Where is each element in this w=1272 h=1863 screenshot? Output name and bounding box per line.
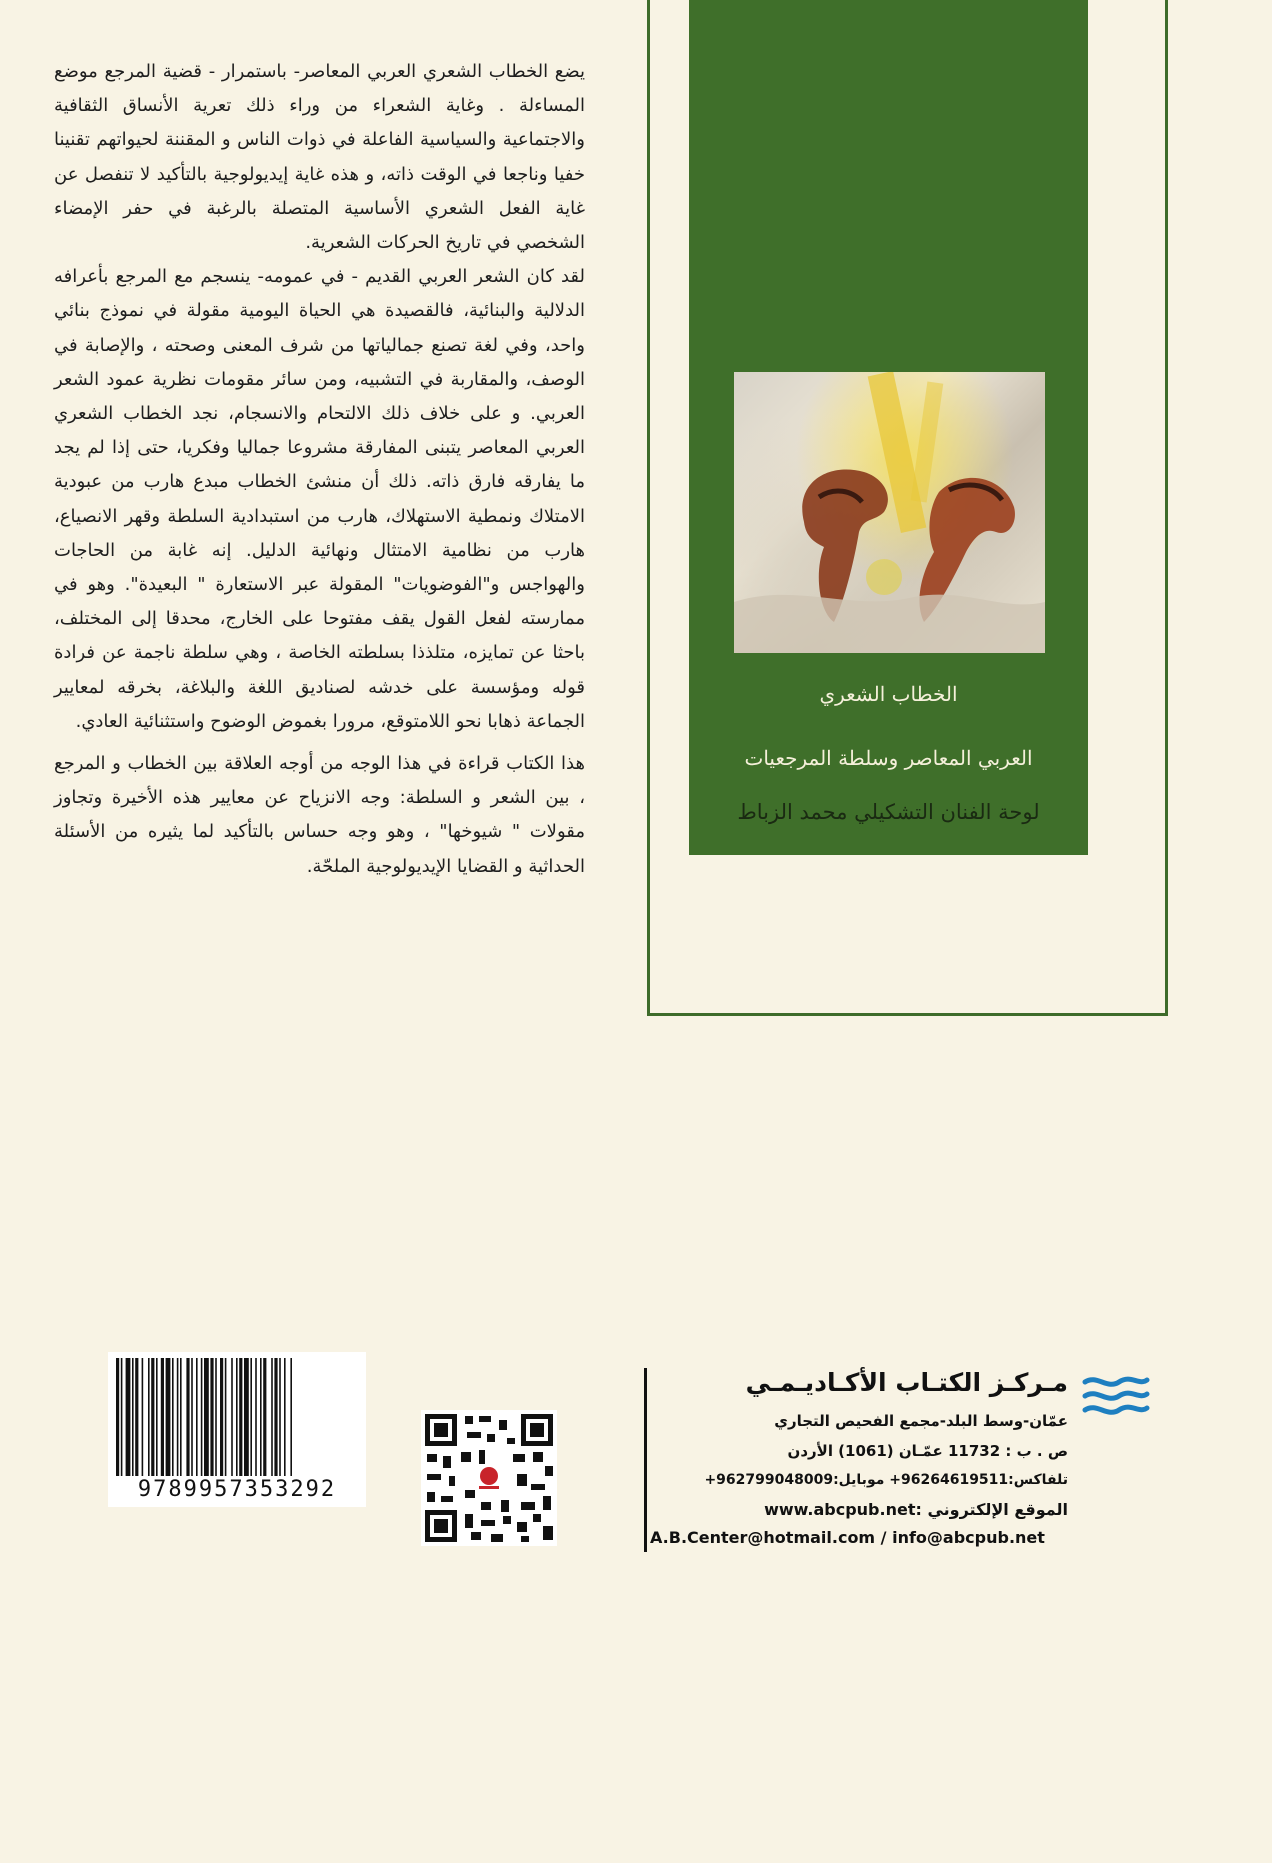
barcode-bar — [290, 1358, 292, 1476]
publisher-name: مـركـز الكتـاب الأكـاديـمـي — [745, 1368, 1068, 1397]
barcode-bar — [263, 1358, 266, 1476]
barcode-bar — [201, 1358, 203, 1476]
barcode-bar — [191, 1358, 193, 1476]
barcode-bar — [166, 1358, 171, 1476]
qr-code — [421, 1410, 557, 1546]
barcode-bar — [274, 1358, 277, 1476]
publisher-address: عمّان-وسط البلد-مجمع الفحيص التجاري — [774, 1412, 1068, 1430]
panel-artist-credit: لوحة الفنان التشكيلي محمد الزباط — [737, 800, 1040, 824]
publisher-logo-icon — [1081, 1372, 1151, 1420]
paragraph-3: هذا الكتاب قراءة في هذا الوجه من أوجه العلاقة بين الخطاب و المرجع ، بين الشعر و السلطة: وجه الانزياح عن معايير هذه الأخيرة وتجاوز مقولات " شيوخها" ، وهو وجه حساس بالتأكيد لما يثيره من الأسئلة الحداثية و القضايا الإيديولوجية الملحّة. — [54, 753, 585, 877]
barcode-bar — [142, 1358, 144, 1476]
barcode-bar — [135, 1358, 138, 1476]
barcode-bar — [126, 1358, 131, 1476]
isbn-barcode — [108, 1352, 366, 1507]
barcode-bar — [260, 1358, 262, 1476]
isbn-number: 9789957353292 — [137, 1477, 337, 1502]
barcode-bar — [156, 1358, 158, 1476]
barcode-bar — [196, 1358, 198, 1476]
barcode-bar — [239, 1358, 242, 1476]
barcode-bar — [255, 1358, 257, 1476]
paragraph-1: يضع الخطاب الشعري العربي المعاصر- باستمرار - قضية المرجع موضع المساءلة . وغاية الشعراء من وراء ذلك تعرية الأنساق الثقافية والاجتماعية والسياسية الفاعلة في ذوات الناس و المقننة لحيواتهم تقنينا خفيا وناجعا في الوقت ذاته، و هذه غاية إيديولوجية بالتأكيد لا تنفصل عن غاية الفعل الشعري الأساسية المتصلة بالرغبة في حفر الإمضاء الشخصي في تاريخ الحركات الشعرية. — [54, 61, 585, 254]
barcode-bar — [236, 1358, 238, 1476]
barcode-bar — [180, 1358, 182, 1476]
barcode-bar — [148, 1358, 150, 1476]
publisher-phones: تلفاكس:96264619511+ موبايل:962799048009+ — [704, 1472, 1068, 1488]
barcode-bar — [244, 1358, 249, 1476]
barcode-bar — [271, 1358, 273, 1476]
publisher-pobox: ص . ب : 11732 عمّـان (1061) الأردن — [787, 1442, 1068, 1460]
panel-title-line2: العربي المعاصر وسلطة المرجعيات — [744, 746, 1033, 770]
back-cover-text — [54, 55, 585, 884]
barcode-bar — [225, 1358, 227, 1476]
barcode-bar — [204, 1358, 209, 1476]
publisher-emails: A.B.Center@hotmail.com / info@abcpub.net — [650, 1528, 1045, 1547]
barcode-bar — [186, 1358, 189, 1476]
barcode-bar — [172, 1358, 174, 1476]
paragraph-2: لقد كان الشعر العربي القديم - في عمومه- ينسجم مع المرجع بأعرافه الدلالية والبنائية، فالقصيدة هي الحياة اليومية مقولة في نموذج بنائي واحد، وفي لغة تصنع جمالياتها من شرف المعنى وصحته ، والإصابة في الوصف، والمقاربة في التشبيه، ومن سائر مقومات نظرية عمود الشعر العربي. و على خلاف ذلك الالتحام والانسجام، نجد الخطاب الشعري العربي المعاصر يتبنى المفارقة مشروعا جماليا وفكريا، حتى إذا لم يجد ما يفارقه فارق ذاته. ذلك أن منشئ الخطاب مبدع هارب من عبودية الامتلاك ونمطية الاستهلاك، هارب من استبدادية السلطة وقهر الانصياع، هارب من نظامية الامتثال ونهائية الدليل. إنه غابة من الحاجات والهواجس و"الفوضويات" المقولة عبر الاستعارة " البعيدة". وهو في ممارسته لفعل القول يقف مفتوحا على الخارج، محدقا إلى المختلف، باحثا عن تمايزه، متلذذا بسلطته الخاصة ، وهي سلطة ناجمة عن فرادة قوله ومؤسسة على خدشه لصناديق اللغة والبلاغة، بخرقه لمعايير الجماعة ذهابا نحو اللامتوقع، مرورا بغموض الوضوح واستثنائية العادي. — [54, 266, 585, 732]
barcode-bar — [220, 1358, 223, 1476]
painting-horses — [734, 372, 1045, 653]
barcode-bar — [250, 1358, 252, 1476]
barcode-bar — [284, 1358, 286, 1476]
barcode-bar — [116, 1358, 119, 1476]
barcode-bar — [132, 1358, 134, 1476]
publisher-website: الموقع الإلكتروني :www.abcpub.net — [764, 1500, 1068, 1519]
barcode-bar — [161, 1358, 164, 1476]
barcode-bar — [279, 1358, 281, 1476]
publisher-divider — [644, 1368, 647, 1552]
panel-title-line1: الخطاب الشعري — [819, 682, 958, 706]
barcode-bar — [210, 1358, 213, 1476]
barcode-bar — [231, 1358, 233, 1476]
barcode-bar — [215, 1358, 217, 1476]
barcode-bar — [177, 1358, 179, 1476]
barcode-bar — [121, 1358, 123, 1476]
barcode-bar — [151, 1358, 154, 1476]
